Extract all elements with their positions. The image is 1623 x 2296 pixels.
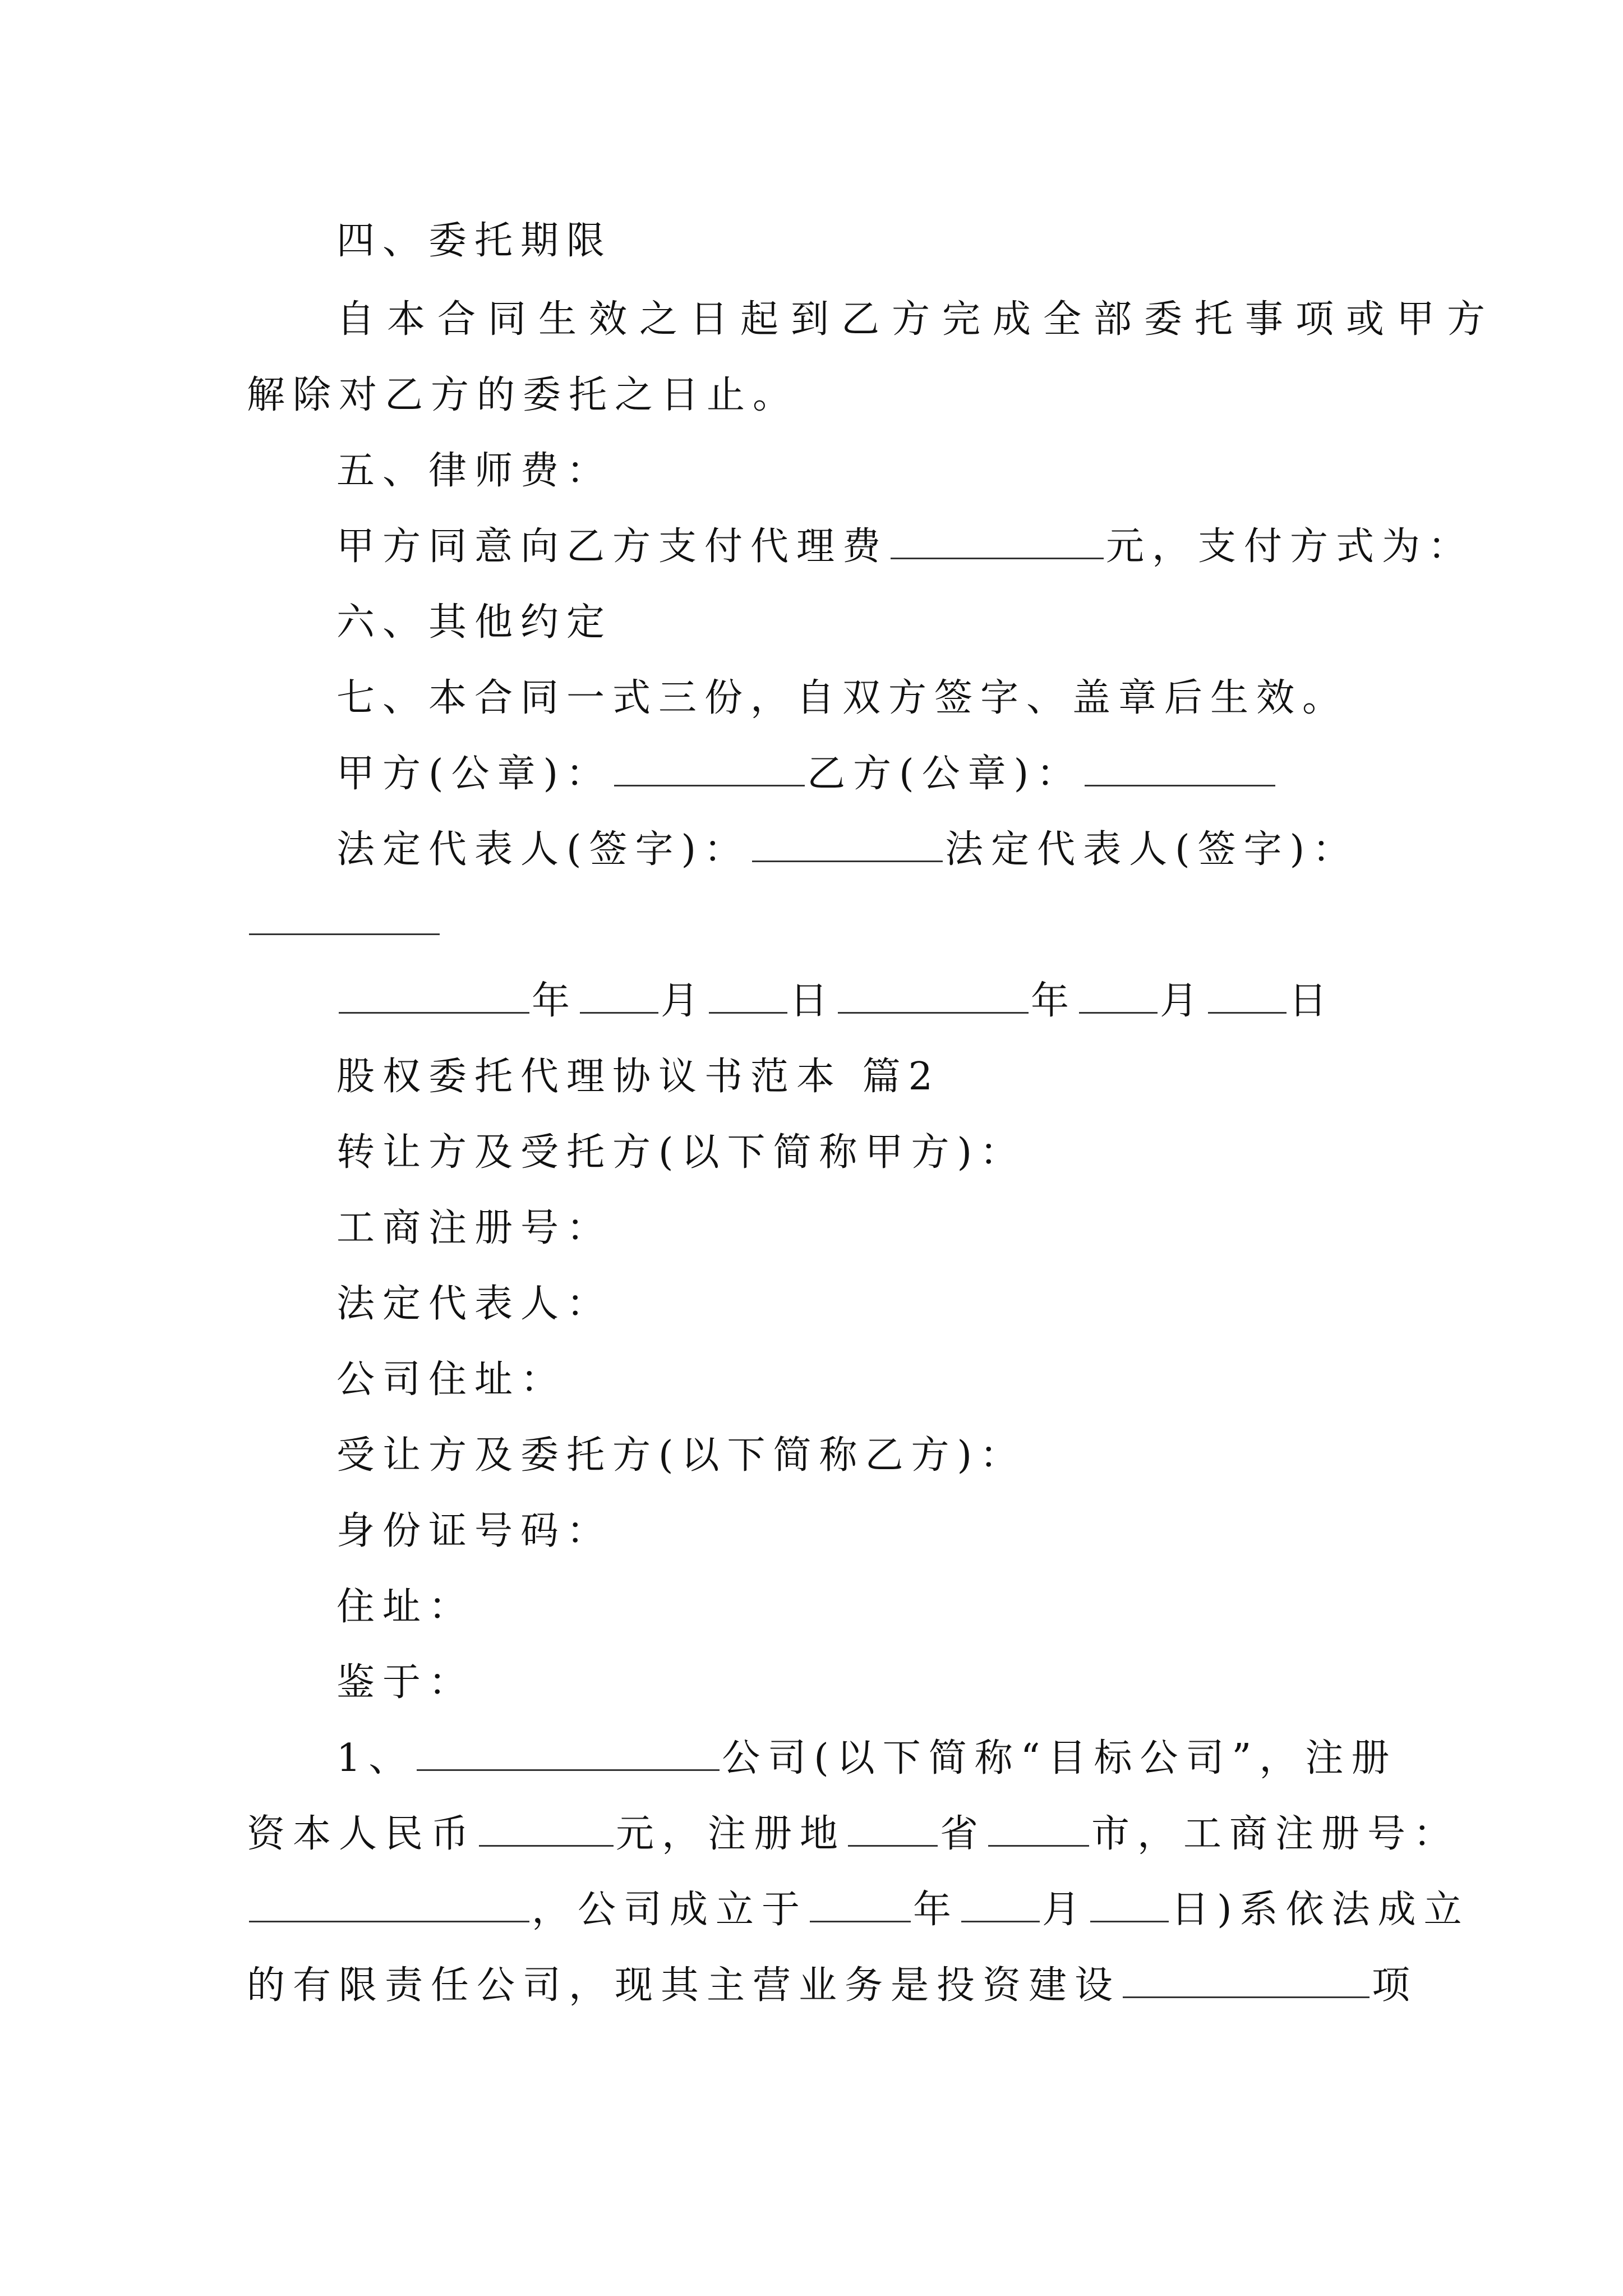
- address-label: 住址：: [336, 1585, 475, 1629]
- signature-line: [336, 825, 1358, 875]
- founded-day-blank: [1090, 1886, 1169, 1922]
- party-b-day-label: 日: [1289, 979, 1335, 1023]
- party-b-seal-label: 乙方(公章)：: [807, 752, 1083, 796]
- registration-number-label: 工商注册号：: [336, 1206, 613, 1250]
- capital-blank: [479, 1810, 614, 1847]
- section-heading-other: 六、其他约定: [336, 600, 613, 645]
- register-place-label: 元，注册地: [616, 1812, 846, 1856]
- transferor-label: 转让方及受托方(以下简称甲方)：: [336, 1130, 1026, 1175]
- party-b-month-label: 月: [1160, 979, 1206, 1023]
- company-address-label: 公司住址：: [336, 1358, 567, 1402]
- province-blank: [848, 1810, 938, 1847]
- registration-number-blank: [249, 1886, 529, 1922]
- capital-label: 资本人民币: [247, 1812, 477, 1856]
- fee-text-after: 元，支付方式为：: [1106, 524, 1474, 569]
- company-name-blank: [417, 1734, 720, 1771]
- clause-1-line2: [247, 1809, 1459, 1860]
- fee-amount-blank: [891, 523, 1104, 559]
- founded-day-text: 日)系依法成立: [1171, 1888, 1470, 1932]
- party-b-rep-label: 法定代表人(签字)：: [945, 827, 1359, 872]
- party-a-month-blank: [580, 977, 658, 1014]
- section-heading-term: 四、委托期限: [336, 219, 613, 263]
- party-b-year-label: 年: [1031, 979, 1077, 1023]
- clause-1-text: 公司(以下简称“目标公司”，注册: [722, 1736, 1398, 1780]
- paragraph-fee: [336, 522, 1474, 572]
- party-b-rep-blank-line: [247, 898, 442, 948]
- founded-month-blank: [961, 1886, 1040, 1922]
- document-title-part2: 股权委托代理协议书范本 篇2: [336, 1055, 940, 1099]
- clause-1-line1: [336, 1733, 1397, 1784]
- party-a-seal-label: 甲方(公章)：: [336, 752, 612, 796]
- city-registration-label: 市，工商注册号：: [1091, 1812, 1460, 1856]
- whereas-label: 鉴于：: [336, 1660, 475, 1705]
- party-a-rep-label: 法定代表人(签字)：: [336, 827, 750, 872]
- transferee-label: 受让方及委托方(以下简称乙方)：: [336, 1433, 1026, 1478]
- party-a-seal-blank: [614, 750, 805, 786]
- fee-text: 甲方同意向乙方支付代理费: [336, 524, 889, 569]
- founded-year-label: 年: [913, 1888, 960, 1932]
- project-blank: [1123, 1962, 1370, 1998]
- party-a-year-blank: [339, 977, 529, 1014]
- legal-representative-label: 法定代表人：: [336, 1282, 613, 1326]
- party-a-day-label: 日: [790, 979, 836, 1023]
- party-b-month-blank: [1079, 977, 1158, 1014]
- founded-month-label: 月: [1042, 1888, 1089, 1932]
- clause-1-line3: [247, 1885, 1470, 1935]
- party-b-rep-blank: [249, 899, 440, 935]
- seal-line: [336, 749, 1278, 799]
- date-line: [336, 976, 1335, 1027]
- section-copies: 七、本合同一式三份，自双方签字、盖章后生效。: [336, 676, 1349, 720]
- party-b-day-blank: [1208, 977, 1287, 1014]
- party-b-seal-blank: [1085, 750, 1275, 786]
- party-a-year-label: 年: [532, 979, 578, 1023]
- founded-year-blank: [810, 1886, 911, 1922]
- city-blank: [988, 1810, 1089, 1847]
- party-a-day-blank: [709, 977, 787, 1014]
- project-label: 项: [1372, 1963, 1418, 2008]
- id-number-label: 身份证号码：: [336, 1509, 613, 1553]
- section-heading-fee: 五、律师费：: [336, 449, 613, 493]
- paragraph-term-line1: 自本合同生效之日起到乙方完成全部委托事项或甲方: [336, 297, 1498, 342]
- party-a-month-label: 月: [661, 979, 707, 1023]
- party-a-rep-blank: [752, 826, 943, 862]
- clause-number: 1、: [336, 1736, 415, 1780]
- party-b-year-blank: [838, 977, 1029, 1014]
- business-text: 的有限责任公司，现其主营业务是投资建设: [247, 1963, 1121, 2008]
- founded-label: ，公司成立于: [532, 1888, 808, 1932]
- paragraph-term-line2: 解除对乙方的委托之日止。: [247, 373, 799, 417]
- province-label: 省: [940, 1812, 986, 1856]
- clause-1-line4: [247, 1961, 1418, 2011]
